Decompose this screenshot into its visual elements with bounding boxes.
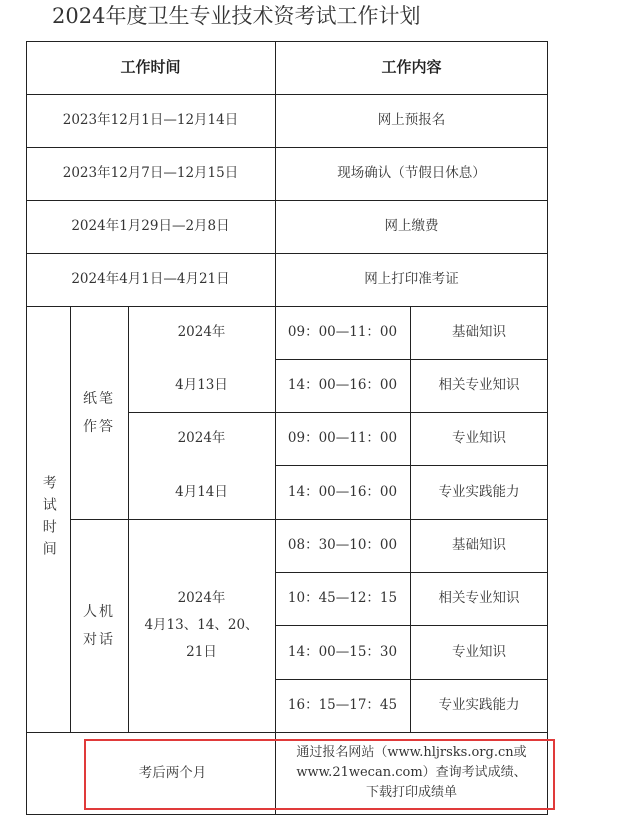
session-subject: 基础知识 xyxy=(452,324,506,341)
result-time: 考后两个月 xyxy=(138,764,207,781)
session-subject: 专业知识 xyxy=(452,643,506,660)
schedule-time: 2024年1月29日—2月8日 xyxy=(71,218,230,235)
exam-dates-line: 4月13、14、20、 xyxy=(144,617,259,633)
exam-time-label: 考试时间 xyxy=(40,475,57,563)
session-time: 08：30—10：00 xyxy=(287,537,398,554)
exam-date: 4月13日 xyxy=(175,377,228,394)
schedule-time: 2024年4月1日—4月21日 xyxy=(71,271,230,288)
session-time: 14：00—16：00 xyxy=(287,483,398,500)
schedule-time: 2023年12月1日—12月14日 xyxy=(62,112,239,129)
schedule-time: 2023年12月7日—12月15日 xyxy=(62,165,239,182)
result-line: www.21wecan.com）查询考试成绩、 xyxy=(296,764,527,780)
session-time: 16：15—17：45 xyxy=(287,697,398,714)
session-subject: 专业知识 xyxy=(452,430,506,447)
schedule-task: 网上预报名 xyxy=(377,112,446,129)
exam-year: 2024年 xyxy=(177,590,226,606)
result-line: 下载打印成绩单 xyxy=(365,785,457,801)
session-time: 09：00—11：00 xyxy=(287,430,398,447)
computer-exam-label: 人机对话 xyxy=(83,603,115,648)
exam-year: 2024年 xyxy=(177,324,226,341)
schedule-task: 现场确认（节假日休息） xyxy=(337,165,486,182)
session-subject: 专业实践能力 xyxy=(438,483,520,500)
session-subject: 相关专业知识 xyxy=(438,377,520,394)
schedule-table xyxy=(26,41,548,815)
session-time: 14：00—15：30 xyxy=(287,643,398,660)
schedule-task: 网上打印准考证 xyxy=(364,271,459,288)
session-time: 14：00—16：00 xyxy=(287,377,398,394)
session-subject: 基础知识 xyxy=(452,537,506,554)
exam-date: 4月14日 xyxy=(175,483,228,500)
session-subject: 专业实践能力 xyxy=(438,697,520,714)
page-title: 2024年度卫生专业技术资考试工作计划 xyxy=(52,4,421,28)
session-time: 09：00—11：00 xyxy=(287,324,398,341)
exam-year: 2024年 xyxy=(177,430,226,447)
exam-dates-line: 21日 xyxy=(186,644,217,660)
highlight-box xyxy=(84,739,555,810)
column-header-time: 工作时间 xyxy=(120,58,181,77)
column-header-content: 工作内容 xyxy=(381,58,442,77)
session-subject: 相关专业知识 xyxy=(438,590,520,607)
result-line: 通过报名网站（www.hljrsks.org.cn或 xyxy=(296,744,527,760)
computer-exam-dates xyxy=(128,519,275,732)
session-time: 10：45—12：15 xyxy=(287,590,398,607)
schedule-task: 网上缴费 xyxy=(384,218,439,235)
paper-exam-label: 纸笔作答 xyxy=(83,390,115,435)
